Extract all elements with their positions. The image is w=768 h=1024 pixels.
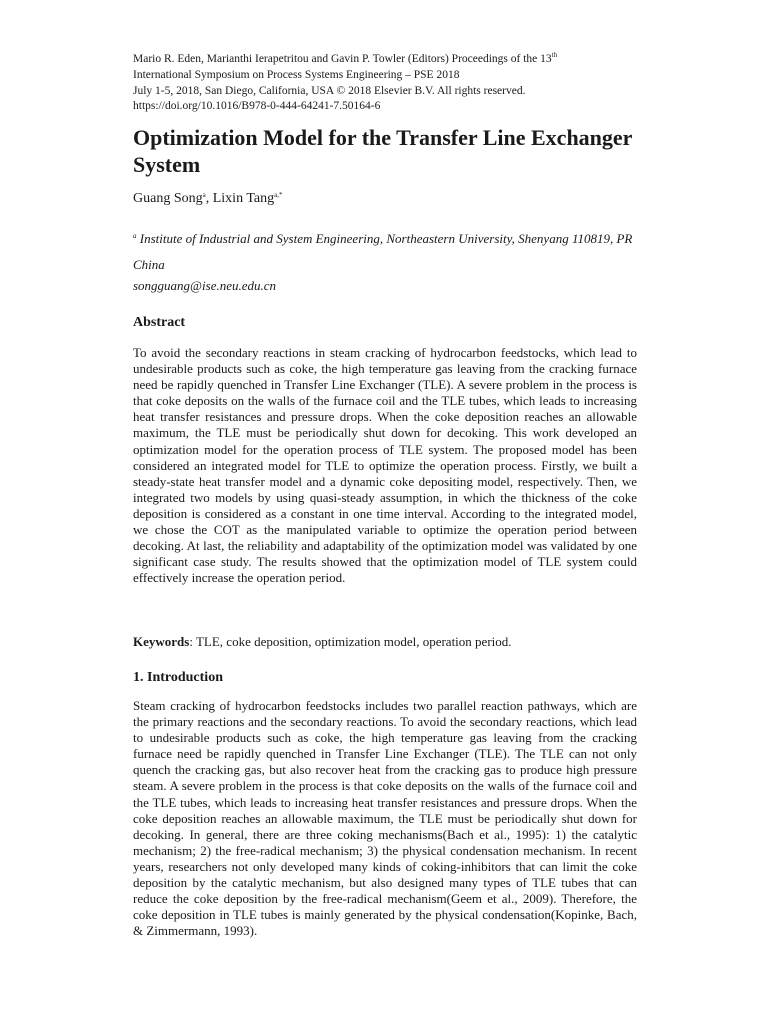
keywords-text: : TLE, coke deposition, optimization model, operation period. [189,634,512,649]
contact-email[interactable]: songguang@ise.neu.edu.cn [133,278,277,293]
header-line-1-text: Mario R. Eden, Marianthi Ierapetritou and Gavin P. Towler (Editors) Proceedings of the 13 [133,53,552,65]
header-line-2: International Symposium on Process Systems Engineering – PSE 2018 [133,68,460,81]
doi-link[interactable]: https://doi.org/10.1016/B978-0-444-64241-7.50164-6 [133,100,381,113]
introduction-text: Steam cracking of hydrocarbon feedstocks includes two parallel reaction pathways, which are the primary reactions and the secondary reactions. To avoid the secondary reactions, which lead to undesirable products such as coke, the high temperature gas leaving from the cracking furnace need be rapidly quenched in Transfer Line Exchanger (TLE). The TLE can not only quench the cracking gas, but also recover heat from the cracking gas to produce high pressure steam. A severe problem in the process is that coke deposits on the walls of the furnace coil and the TLE tubes, which leads to increasing heat transfer resistances and pressure drops. When the coke deposition reaches an allowable maximum, the TLE must be periodically shut down for decoking. In general, there are three coking mechanisms(Bach et al., 1995): 1) the catalytic mechanism; 2) the free-radical mechanism; 3) the physical condensation mechanism. In recent years, researchers not only developed many kinds of coking-inhibitors that can limit the coke deposition by the catalytic mechanism, but also designed many types of TLE tubes that can reduce the coke deposition by the free-radical mechanism(Geem et al., 2009). Therefore, the coke deposition in TLE tubes is mainly generated by the physical condensation(Kopinke, Bach, & Zimmermann, 1993). [133,698,637,939]
paper-title: Optimization Model for the Transfer Line Exchanger System [133,125,633,177]
affiliation-text: Institute of Industrial and System Engineering, Northeastern University, Shenyang 110819, PR China [133,231,633,272]
affiliation-mark: a [133,232,137,240]
author-2: Lixin Tang [212,191,275,206]
publication-header [133,52,637,115]
author-1-affil-mark: a [202,191,206,199]
header-line-1-sup: th [551,51,558,59]
header-line-3: July 1-5, 2018, San Diego, California, USA © 2018 Elsevier B.V. All rights reserved. [133,84,526,97]
author-separator: , [205,191,213,206]
affiliation [133,226,637,278]
author-1: Guang Song [133,191,203,206]
abstract-text: To avoid the secondary reactions in steam cracking of hydrocarbon feedstocks, which lead to undesirable products such as coke, the high temperature gas leaving from the cracking furnace need be rapidly quenched in Transfer Line Exchanger (TLE). A severe problem in the process is that coke deposits on the walls of the furnace coil and the TLE tubes, which leads to increasing heat transfer resistances and pressure drops. When the coke deposition reaches an allowable maximum, the TLE must be periodically shut down for decoking. This work developed an optimization model for the operation process of TLE system. The proposed model has been considered an integrated model for TLE to optimize the operation process. Firstly, we built a steady-state heat transfer model and a dynamic coke depositing model, respectively. Then, we integrated two models by using quasi-steady assumption, in which the thickness of the coke deposition is considered as a constant in one time interval. According to the integrated model, we chose the COT as the manipulated variable to optimize the operation period between decoking. At last, the reliability and adaptability of the optimization model was validated by one significant case study. The results showed that the optimization model of TLE system could effectively increase the operation period. [133,345,637,586]
keywords-line [133,634,512,650]
header-line-1 [133,52,637,68]
abstract-heading: Abstract [133,315,186,330]
author-2-affil-mark: a,* [274,191,283,199]
author-list [133,191,282,207]
keywords-label: Keywords [133,634,190,649]
introduction-heading: 1. Introduction [133,670,223,685]
